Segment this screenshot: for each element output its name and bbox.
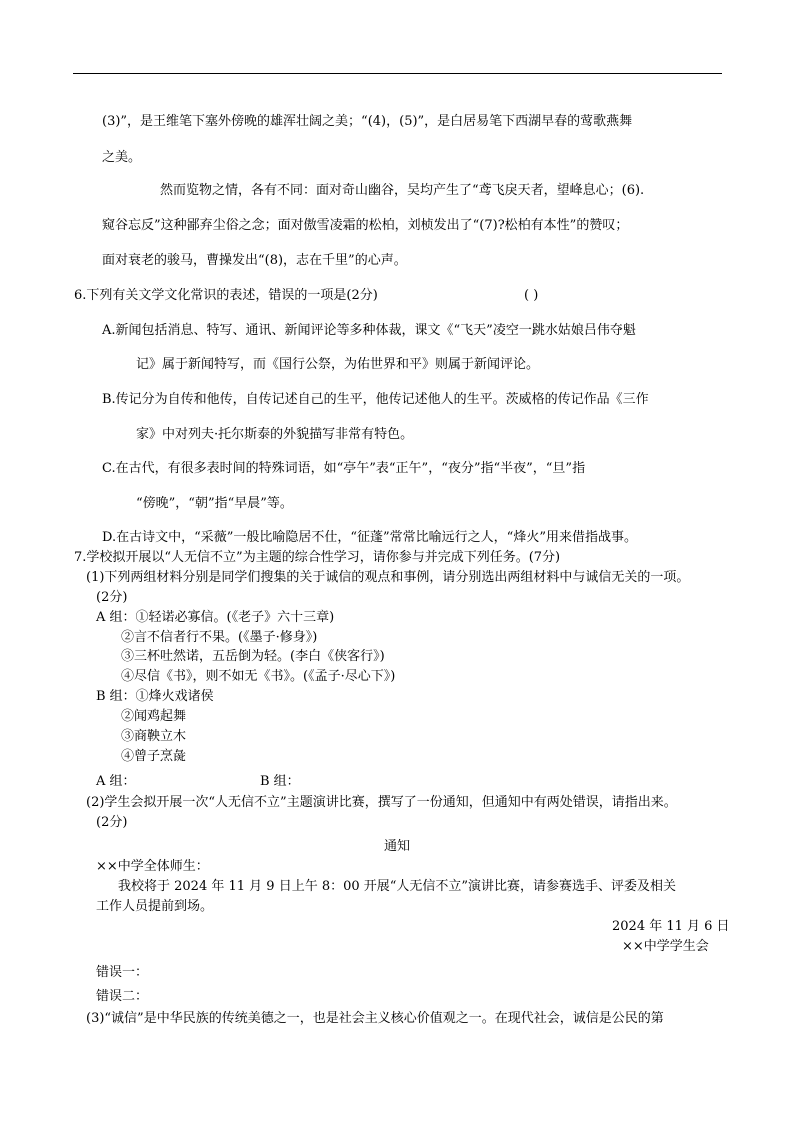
q7-part1-score: (2分) [96,590,128,605]
q7-part2-score: (2分) [96,815,128,830]
group-b-item: ②闻鸡起舞 [121,709,187,724]
notice-body: 我校将于 2024 年 11 月 9 日上午 8：00 开展“人无信不立”演讲比赛，请参赛选手、评委及相关 [118,879,677,894]
notice-signature: ××中学学生会 [622,939,709,954]
q7-part2: (2)学生会拟开展一次“人无信不立”主题演讲比赛，撰写了一份通知，但通知中有两处错误，请指出来。 [86,795,677,810]
option-c-cont: “傍晚”，“朝”指“早晨”等。 [136,496,293,511]
option-a: A.新闻包括消息、特写、通讯、新闻评论等多种体裁，课文《“飞天”凌空一跳水姑娘吕伟夺魁 [102,323,636,338]
passage-line: (3)”，是王维笔下塞外傍晚的雄浑壮阔之美；“(4)，(5)”，是白居易笔下西湖早春的莺歌燕舞 [102,114,633,129]
group-a-item: ③三杯吐然诺，五岳倒为轻。(李白《侠客行》) [121,649,385,664]
option-b-cont: 家》中对列夫·托尔斯泰的外貌描写非常有特色。 [136,427,414,442]
error-two[interactable]: 错误二： [96,989,149,1004]
question-7-stem: 7.学校拟开展以“人无信不立”为主题的综合性学习，请你参与并完成下列任务。(7分) [74,550,561,565]
group-a-item: ④尽信《书》，则不如无《书》。(《孟子·尽心下》) [121,669,396,684]
error-one[interactable]: 错误一： [96,965,149,980]
q7-part3: (3)“诚信”是中华民族的传统美德之一，也是社会主义核心价值观之一。在现代社会，诚信是公民的第 [86,1011,664,1026]
notice-body-cont: 工作人员提前到场。 [96,899,214,914]
option-c: C.在古代，有很多表时间的特殊词语，如“亭午”表“正午”，“夜分”指“半夜”，“旦”指 [102,461,586,476]
notice-date: 2024 年 11 月 6 日 [612,919,730,934]
group-a-item: A 组：①轻诺必寡信。(《老子》六十三章) [96,610,335,625]
notice-recipient: ××中学全体师生： [96,859,209,874]
notice-title: 通知 [384,839,411,854]
group-b-item: ④曾子烹彘 [121,749,187,764]
q7-part1: (1)下列两组材料分别是同学们搜集的关于诚信的观点和事例，请分别选出两组材料中与诚信无关的一项。 [86,570,690,585]
option-b: B.传记分为自传和他传，自传记述自己的生平，他传记述他人的生平。茨威格的传记作品《三作 [102,392,649,407]
answer-group-a[interactable]: A 组： [96,774,136,789]
passage-line: 然而览物之情，各有不同：面对奇山幽谷，吴均产生了“鸢飞戾天者，望峰息心；(6). [160,183,645,198]
answer-bracket[interactable]: ( ) [524,288,539,303]
passage-line: 之美。 [102,150,142,165]
header-rule [73,73,722,74]
answer-group-b[interactable]: B 组： [260,774,300,789]
question-6-stem: 6.下列有关文学文化常识的表述，错误的一项是(2分) [74,288,378,303]
option-d: D.在古诗文中，“采薇”一般比喻隐居不仕，“征蓬”常常比喻远行之人，“烽火”用来借指战事。 [102,530,637,545]
passage-line: 面对衰老的骏马，曹操发出“(8)，志在千里”的心声。 [102,253,407,268]
option-a-cont: 记》属于新闻特写，而《国行公祭，为佑世界和平》则属于新闻评论。 [136,357,540,372]
group-a-item: ②言不信者行不果。(《墨子·修身》) [121,630,318,645]
passage-line: 窥谷忘反”这种鄙弃尘俗之念；面对傲雪凌霜的松柏，刘桢发出了“(7)?松柏有本性”的赞叹； [102,218,629,233]
group-b-item: B 组：①烽火戏诸侯 [96,689,214,704]
group-b-item: ③商鞅立木 [121,729,187,744]
